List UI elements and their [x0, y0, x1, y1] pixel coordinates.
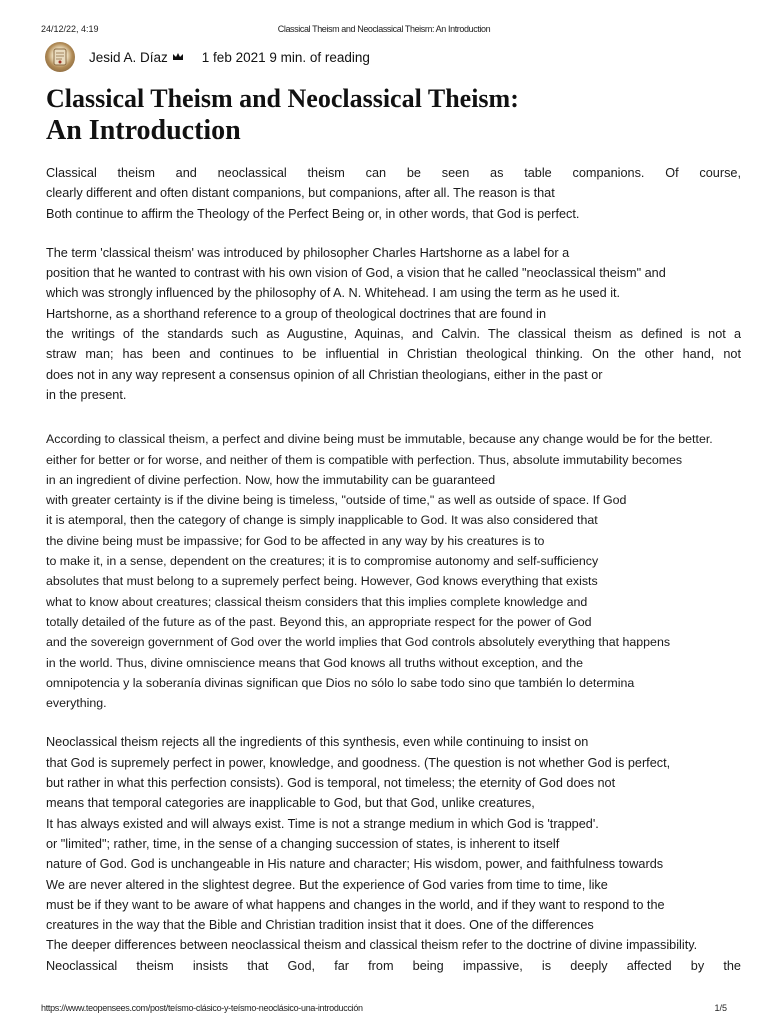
text-line: The deeper differences between neoclassical theism and classical theism refer to the doctrine of divine impassibility.: [46, 938, 698, 953]
title-line-1: Classical Theism and Neoclassical Theism:: [46, 84, 519, 113]
paragraph-3: [46, 429, 741, 713]
text-line: in the world. Thus, divine omniscience means that God knows all truths without exception, and the: [46, 655, 583, 670]
author-row: [45, 42, 370, 72]
text-line: with greater certainty is if the divine being is timeless, "outside of time," as well as outside of space. If God: [46, 493, 627, 508]
print-date: 24/12/22, 4:19: [41, 24, 99, 34]
crown-icon: [172, 52, 184, 62]
text-line: in an ingredient of divine perfection. Now, how the immutability can be guaranteed: [46, 472, 496, 487]
paragraph-1: [46, 163, 741, 224]
text-line: absolutes that must belong to a supremely perfect being. However, God knows everything that exists: [46, 574, 598, 589]
text-line: Neoclassical theism insists that God, far from being impassive, is deeply affected by the: [46, 958, 741, 973]
text-line: to make it, in a sense, dependent on the creatures; it is to compromise autonomy and self-sufficiency: [46, 554, 599, 569]
text-line: The term 'classical theism' was introduced by philosopher Charles Hartshorne as a label for a: [46, 245, 570, 260]
text-line: what to know about creatures; classical theism considers that this implies complete knowledge and: [46, 594, 588, 609]
text-line: Both continue to affirm the Theology of the Perfect Being or, in other words, that God is perfect.: [46, 206, 580, 221]
text-line: totally detailed of the future as of the past. Beyond this, an appropriate respect for the power of God: [46, 614, 592, 629]
avatar-image-icon: [45, 42, 75, 72]
avatar[interactable]: [45, 42, 75, 72]
text-line: It has always existed and will always exist. Time is not a strange medium in which God is 'trapped'.: [46, 816, 599, 831]
text-line: or "limited"; rather, time, in the sense of a changing succession of states, is inherent to itself: [46, 836, 560, 851]
print-footer: [41, 1003, 727, 1015]
print-header: [41, 24, 727, 36]
page-number: 1/5: [714, 1003, 727, 1013]
print-doc-title: Classical Theism and Neoclassical Theism: An Introduction: [277, 24, 491, 34]
text-line: either for better or for worse, and neither of them is compatible with perfection. Thus, absolute immutability becomes: [46, 452, 683, 467]
text-line: straw man; has been and continues to be influential in Christian theological thinking. On the other hand, not: [46, 347, 741, 362]
post-meta: 1 feb 2021 9 min. of reading: [201, 49, 370, 65]
text-line: but rather in what this perfection consists). God is temporal, not timeless; the eternity of God does not: [46, 776, 616, 791]
text-line: the divine being must be impassive; for God to be affected in any way by his creatures is to: [46, 533, 545, 548]
paragraph-2: [46, 243, 741, 405]
text-line: nature of God. God is unchangeable in His nature and character; His wisdom, power, and faithfulness towards: [46, 857, 664, 872]
text-line: does not in any way represent a consensus opinion of all Christian theologians, either in the past or: [46, 367, 603, 382]
text-line: in the present.: [46, 387, 127, 402]
text-line: omnipotencia y la soberanía divinas significan que Dios no sólo lo sabe todo sino que también lo determina: [46, 675, 635, 690]
text-line: that God is supremely perfect in power, knowledge, and goodness. (The question is not whether God is perfect,: [46, 755, 671, 770]
text-line: clearly different and often distant companions, but companions, after all. The reason is that: [46, 186, 555, 201]
text-line: everything.: [46, 696, 107, 711]
text-line: means that temporal categories are inapplicable to God, but that God, unlike creatures,: [46, 796, 535, 811]
text-line: position that he wanted to contrast with his own vision of God, a vision that he called "neoclassical theism" and: [46, 266, 666, 281]
paragraph-4: [46, 732, 741, 976]
author-name[interactable]: Jesid A. Díaz: [89, 49, 168, 65]
text-line: Hartshorne, as a shorthand reference to a group of theological doctrines that are found in: [46, 306, 547, 321]
text-line: We are never altered in the slightest degree. But the experience of God varies from time to time, like: [46, 877, 608, 892]
text-line: and the sovereign government of God over the world implies that God controls absolutely everything that happens: [46, 635, 671, 650]
text-line: which was strongly influenced by the philosophy of A. N. Whitehead. I am using the term as he used it.: [46, 286, 621, 301]
text-line: creatures in the way that the Bible and Christian tradition insist that it does. One of the differences: [46, 918, 594, 933]
text-line: Neoclassical theism rejects all the ingredients of this synthesis, even while continuing to insist on: [46, 735, 589, 750]
article-body: [46, 163, 741, 995]
page-title: [46, 83, 519, 146]
text-line: must be if they want to be aware of what happens and changes in the world, and if they want to respond to the: [46, 897, 665, 912]
title-line-2: An Introduction: [46, 115, 241, 146]
text-line: the writings of the standards such as Augustine, Aquinas, and Calvin. The classical theism as defined is not a: [46, 327, 741, 342]
text-line: According to classical theism, a perfect and divine being must be immutable, because any change would be for the better.: [46, 432, 713, 447]
text-line: it is atemporal, then the category of change is simply inapplicable to God. It was also considered that: [46, 513, 598, 528]
text-line: Classical theism and neoclassical theism can be seen as table companions. Of course,: [46, 166, 741, 180]
source-url[interactable]: https://www.teopensees.com/post/teísmo-clásico-y-teísmo-neoclásico-una-introducción: [41, 1003, 363, 1013]
